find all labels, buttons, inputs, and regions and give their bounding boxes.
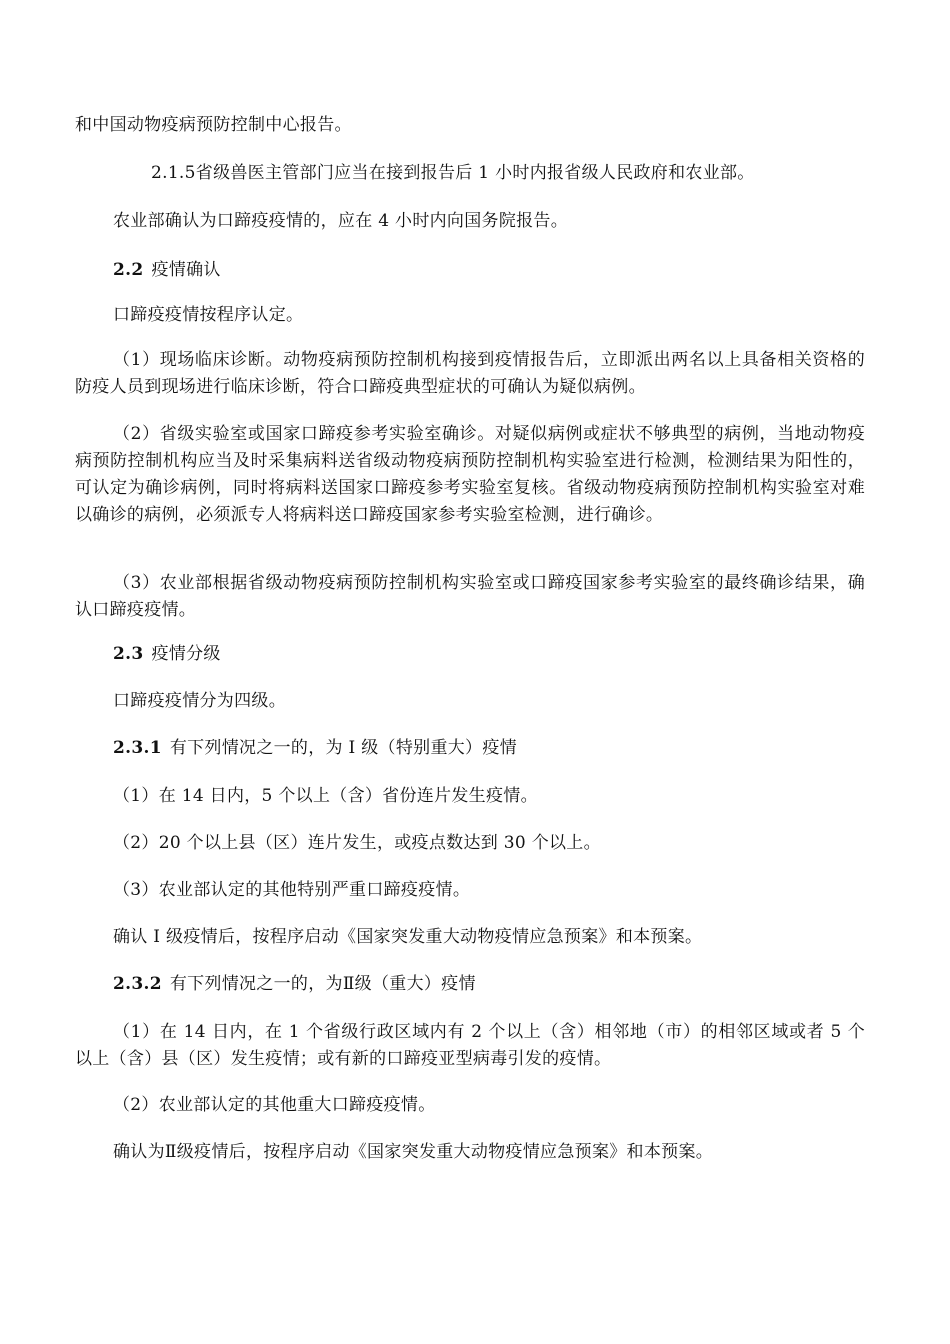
heading-text: 疫情分级 xyxy=(151,644,221,664)
paragraph-confirm-procedure xyxy=(75,302,865,329)
paragraph-four-levels xyxy=(75,688,865,715)
paragraph-text: 农业部确认为口蹄疫疫情的，应在 4 小时内向国务院报告。 xyxy=(113,211,569,231)
paragraph-text: 口蹄疫疫情分为四级。 xyxy=(113,691,286,711)
paragraph-level1-item3 xyxy=(75,877,865,904)
paragraph-level1-item2 xyxy=(75,830,865,857)
paragraph-report-state-council xyxy=(75,208,865,235)
paragraph-text: （1）在 14 日内，5 个以上（含）省份连片发生疫情。 xyxy=(113,786,538,806)
section-number: 2.2 xyxy=(113,260,144,280)
section-number: 2.1.5 xyxy=(151,163,196,183)
paragraph-text: 确认为Ⅱ级疫情后，按程序启动《国家突发重大动物疫情应急预案》和本预案。 xyxy=(113,1142,714,1162)
heading-text: 有下列情况之一的，为 I 级（特别重大）疫情 xyxy=(169,738,517,758)
paragraph-text: （2）农业部认定的其他重大口蹄疫疫情。 xyxy=(113,1095,436,1115)
heading-2-2 xyxy=(75,257,865,284)
paragraph-text: （3）农业部认定的其他特别严重口蹄疫疫情。 xyxy=(113,880,471,900)
paragraph-lab-confirmation xyxy=(75,421,865,529)
paragraph-text: 和中国动物疫病预防控制中心报告。 xyxy=(75,115,352,135)
section-number: 2.3 xyxy=(113,644,144,664)
heading-2-3-2 xyxy=(75,971,865,998)
heading-2-3-1 xyxy=(75,735,865,762)
paragraph-level2-item1 xyxy=(75,1019,865,1073)
section-number: 2.3.1 xyxy=(113,738,162,758)
paragraph-text: 口蹄疫疫情按程序认定。 xyxy=(113,305,304,325)
paragraph-text: 确认 I 级疫情后，按程序启动《国家突发重大动物疫情应急预案》和本预案。 xyxy=(113,927,703,947)
heading-2-3 xyxy=(75,641,865,668)
paragraph-clinical-diagnosis xyxy=(75,347,865,401)
paragraph-ministry-confirmation xyxy=(75,570,865,624)
paragraph-level1-activation xyxy=(75,924,865,951)
paragraph-text: （1）现场临床诊断。动物疫病预防控制机构接到疫情报告后，立即派出两名以上具备相关资格的防疫人员到现场进行临床诊断，符合口蹄疫典型症状的可确认为疑似病例。 xyxy=(75,350,865,397)
paragraph-text: 省级兽医主管部门应当在接到报告后 1 小时内报省级人民政府和农业部。 xyxy=(195,163,755,183)
paragraph-level2-activation xyxy=(75,1139,865,1166)
paragraph-2-1-5 xyxy=(75,160,865,187)
section-number: 2.3.2 xyxy=(113,974,162,994)
heading-text: 疫情确认 xyxy=(151,260,221,280)
heading-text: 有下列情况之一的，为Ⅱ级（重大）疫情 xyxy=(169,974,476,994)
paragraph-level2-item2 xyxy=(75,1092,865,1119)
paragraph-continuation xyxy=(75,112,865,139)
paragraph-text: （2）20 个以上县（区）连片发生，或疫点数达到 30 个以上。 xyxy=(113,833,601,853)
paragraph-text: （2）省级实验室或国家口蹄疫参考实验室确诊。对疑似病例或症状不够典型的病例，当地动物疫病预防控制机构应当及时采集病料送省级动物疫病预防控制机构实验室进行检测，检测结果为阳性的，可认定为确诊病例，同时将病料送国家口蹄疫参考实验室复核。省级动物疫病预防控制机构实验室对难以确诊的病例，必须派专人将病料送口蹄疫国家参考实验室检测，进行确诊。 xyxy=(75,424,865,525)
paragraph-level1-item1 xyxy=(75,783,865,810)
paragraph-text: （1）在 14 日内，在 1 个省级行政区域内有 2 个以上（含）相邻地（市）的相邻区域或者 5 个以上（含）县（区）发生疫情；或有新的口蹄疫亚型病毒引发的疫情。 xyxy=(75,1022,865,1069)
paragraph-text: （3）农业部根据省级动物疫病预防控制机构实验室或口蹄疫国家参考实验室的最终确诊结果，确认口蹄疫疫情。 xyxy=(75,573,865,620)
